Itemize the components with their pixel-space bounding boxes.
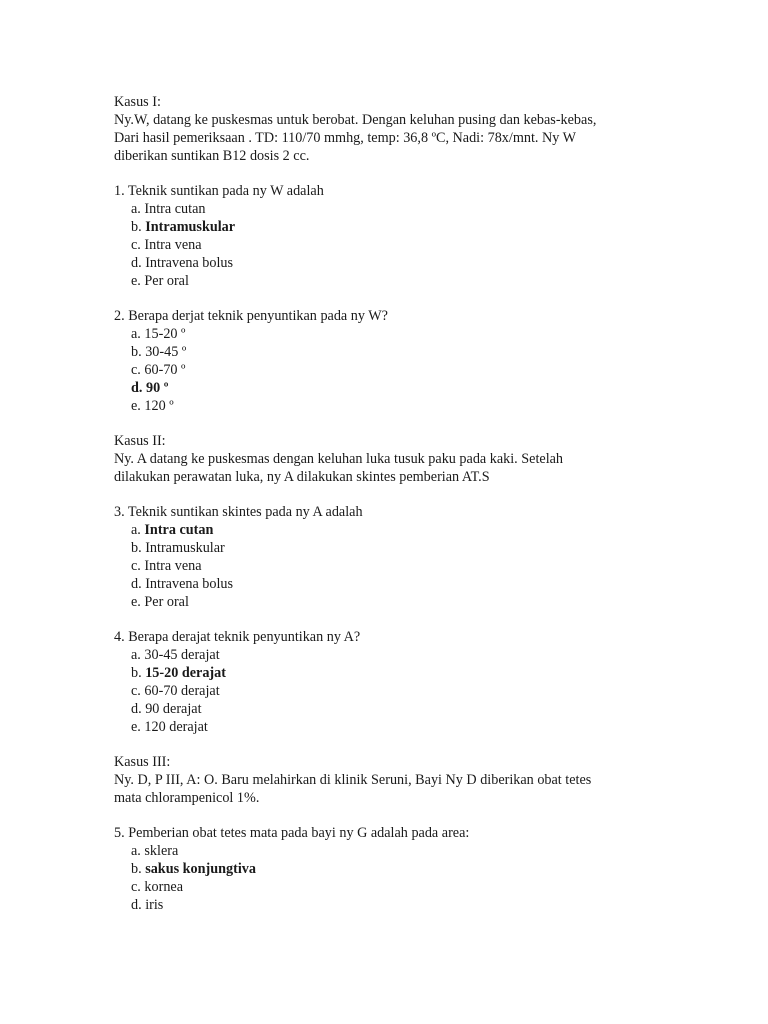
option-text: Per oral	[144, 594, 189, 610]
option-letter: c.	[131, 879, 141, 895]
q1-option-a	[131, 200, 205, 218]
option-text: 30-45 derajat	[144, 647, 220, 663]
case-2-heading: Kasus II:	[114, 433, 166, 449]
option-letter: b.	[131, 344, 142, 360]
q5-option-d	[131, 896, 163, 914]
option-letter: c.	[131, 237, 141, 253]
option-text: Intra vena	[144, 237, 202, 253]
option-letter: d.	[131, 255, 142, 271]
option-letter: a.	[131, 326, 141, 342]
question-3: 3. Teknik suntikan skintes pada ny A adalah	[114, 504, 363, 520]
question-1: 1. Teknik suntikan pada ny W adalah	[114, 183, 324, 199]
q3-option-b	[131, 539, 225, 557]
option-text-answer: 15-20 derajat	[145, 665, 226, 681]
option-text: 120 º	[144, 398, 174, 414]
option-text: Intramuskular	[145, 540, 225, 556]
q1-option-d	[131, 254, 233, 272]
option-text-answer: sakus konjungtiva	[145, 861, 256, 877]
option-letter: d.	[131, 701, 142, 717]
option-letter: b.	[131, 861, 142, 877]
option-text: kornea	[144, 879, 184, 895]
case-2-text-line: dilakukan perawatan luka, ny A dilakukan skintes pemberian AT.S	[114, 469, 490, 485]
option-letter: b.	[131, 665, 142, 681]
option-text: iris	[145, 897, 164, 913]
q5-option-c	[131, 878, 183, 896]
option-letter: e.	[131, 398, 141, 414]
q1-option-b	[131, 218, 235, 236]
case-1-text-line: diberikan suntikan B12 dosis 2 cc.	[114, 148, 310, 164]
option-text-answer: Intramuskular	[145, 219, 236, 235]
option-letter: e.	[131, 719, 141, 735]
case-3-text-line: mata chlorampenicol 1%.	[114, 790, 260, 806]
question-4: 4. Berapa derajat teknik penyuntikan ny A?	[114, 629, 361, 645]
option-text: sklera	[144, 843, 179, 859]
option-letter: d.	[131, 380, 143, 396]
q2-option-d	[131, 379, 168, 397]
option-letter: a.	[131, 522, 141, 538]
q2-option-e	[131, 397, 174, 415]
option-letter: e.	[131, 273, 141, 289]
option-letter: a.	[131, 647, 141, 663]
question-5: 5. Pemberian obat tetes mata pada bayi ny G adalah pada area:	[114, 825, 470, 841]
option-text: Intra cutan	[144, 201, 206, 217]
q2-option-c	[131, 361, 185, 379]
option-letter: a.	[131, 843, 141, 859]
option-text: 15-20 º	[144, 326, 186, 342]
option-text-answer: Intra cutan	[144, 522, 214, 538]
option-text: 60-70 derajat	[144, 683, 220, 699]
q3-option-e	[131, 593, 189, 611]
q1-option-c	[131, 236, 202, 254]
q5-option-a	[131, 842, 178, 860]
q4-option-a	[131, 646, 220, 664]
q4-option-b	[131, 664, 226, 682]
option-letter: d.	[131, 576, 142, 592]
option-letter: c.	[131, 558, 141, 574]
q4-option-e	[131, 718, 208, 736]
option-text: Intravena bolus	[145, 255, 234, 271]
q1-option-e	[131, 272, 189, 290]
option-letter: d.	[131, 897, 142, 913]
option-text: 90 derajat	[145, 701, 202, 717]
case-3-heading: Kasus III:	[114, 754, 171, 770]
option-letter: b.	[131, 540, 142, 556]
q3-option-c	[131, 557, 202, 575]
option-letter: c.	[131, 362, 141, 378]
option-text: Per oral	[144, 273, 189, 289]
option-letter: a.	[131, 201, 141, 217]
case-1-text-line: Dari hasil pemeriksaan . TD: 110/70 mmhg, temp: 36,8 ºC, Nadi: 78x/mnt. Ny W	[114, 130, 577, 146]
case-2-text-line: Ny. A datang ke puskesmas dengan keluhan luka tusuk paku pada kaki. Setelah	[114, 451, 564, 467]
q4-option-d	[131, 700, 202, 718]
option-letter: c.	[131, 683, 141, 699]
option-text-answer: 90 º	[145, 380, 169, 396]
q4-option-c	[131, 682, 220, 700]
option-letter: e.	[131, 594, 141, 610]
option-text: 120 derajat	[144, 719, 208, 735]
q3-option-d	[131, 575, 233, 593]
case-1-text-line: Ny.W, datang ke puskesmas untuk berobat. Dengan keluhan pusing dan kebas-kebas,	[114, 112, 597, 128]
case-1-heading: Kasus I:	[114, 94, 161, 110]
q2-option-a	[131, 325, 185, 343]
q5-option-b	[131, 860, 256, 878]
option-text: 60-70 º	[144, 362, 186, 378]
q3-option-a	[131, 521, 213, 539]
option-text: Intra vena	[144, 558, 202, 574]
option-text: Intravena bolus	[145, 576, 234, 592]
case-3-text-line: Ny. D, P III, A: O. Baru melahirkan di klinik Seruni, Bayi Ny D diberikan obat tetes	[114, 772, 592, 788]
option-text: 30-45 º	[145, 344, 187, 360]
q2-option-b	[131, 343, 186, 361]
question-2: 2. Berapa derjat teknik penyuntikan pada ny W?	[114, 308, 388, 324]
option-letter: b.	[131, 219, 142, 235]
